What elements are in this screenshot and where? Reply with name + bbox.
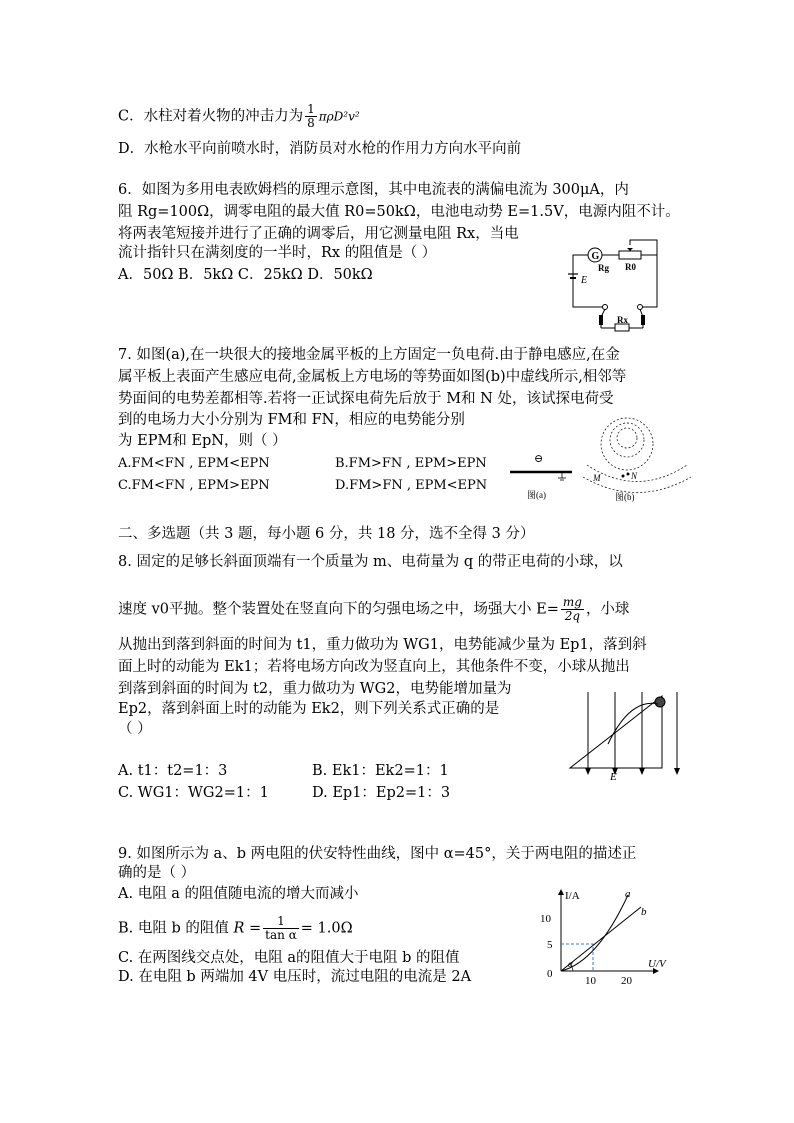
q8-line-1: 8. 固定的足够长斜面顶端有一个质量为 m、电荷量为 q 的带正电荷的小球，以 [118, 554, 623, 570]
q9-x-tick-20: 20 [621, 975, 632, 987]
q6-line-3: 将两表笔短接并进行了正确的调零后，用它测量电阻 Rx，当电 [118, 226, 519, 242]
q7-line-5: 为 EPM和 EpN，则（ ） [118, 433, 287, 449]
q8-field-fraction: $\frac{mg}{2q}$ [562, 595, 582, 623]
q7-line-2: 属平板上表面产生感应电荷,金属板上方电场的等势面如图(b)中虚线所示,相邻等 [118, 369, 627, 385]
q8-option-d: D. Ep1：Ep2=1：3 [312, 785, 451, 801]
q6-e-label: E [581, 275, 588, 286]
q9-line-1: 9. 如图所示为 a、b 两电阻的伏安特性曲线，图中 α=45°，关于两电阻的描述正 [118, 846, 637, 862]
q8-option-a: A. t1：t2=1：3 [118, 763, 228, 779]
q7-figure-b [585, 408, 695, 505]
q9-fraction: $\frac{1}{\text{tan α}}$ [265, 914, 297, 942]
q7-option-c: C.FM<FN , EPM>EPN [118, 478, 270, 493]
q6-line-1: 6．如图为多用电表欧姆档的原理示意图，其中电流表的满偏电流为 300μA，内 [118, 182, 629, 198]
q7-caption-a: 图(a) [527, 490, 546, 500]
q6-rx-label: Rx [617, 315, 628, 325]
q6-options: A．50Ω B．5kΩ C．25kΩ D．50kΩ [118, 267, 373, 283]
q7-point-m: M [593, 473, 601, 483]
q6-r0-label: R0 [625, 262, 636, 272]
q9-curve-a-label: a [625, 888, 631, 900]
q9-y-tick-5: 5 [547, 939, 553, 951]
q9-x-axis-label: U/V [648, 958, 666, 970]
q9-option-d: D. 在电阻 b 两端加 4V 电压时，流过电阻的电流是 2A [118, 969, 472, 985]
q7-caption-b: 图(b) [615, 492, 635, 502]
q9-curve-b-label: b [641, 906, 647, 918]
q9-y-axis-label: I/A [565, 890, 580, 902]
q6-rg-label: Rg [598, 263, 609, 273]
q9-line-2: 确的是（ ） [118, 865, 196, 881]
q8-field-label: E [610, 771, 617, 783]
q5-fraction: $\frac{1}{8}$ [307, 102, 315, 130]
q7-option-a: A.FM<FN , EPM<EPN [118, 456, 270, 471]
q9-alpha-label: α [568, 959, 573, 969]
q6-galvanometer-label: G [591, 251, 600, 262]
q7-option-b: B.FM>FN , EPM>EPN [335, 456, 487, 471]
q9-option-c: C. 在两图线交点处，电阻 a的阻值大于电阻 b 的阻值 [118, 950, 460, 966]
q7-point-n: N [631, 471, 638, 481]
q9-iv-graph [535, 887, 675, 987]
q7-line-4: 到的电场力大小分别为 FM和 FN，相应的电势能分别 [118, 412, 465, 428]
q9-y-tick-10: 10 [540, 913, 551, 925]
q7-line-1: 7. 如图(a),在一块很大的接地金属平板的上方固定一负电荷.由于静电感应,在金 [118, 347, 620, 363]
q9-curve-b [561, 907, 641, 971]
q8-incline-figure [560, 688, 685, 783]
q8-line-5: 到落到斜面的时间为 t2，重力做功为 WG2，电势能增加量为 [118, 681, 512, 697]
q8-line-6: Ep2，落到斜面上时的动能为 Ek2，则下列关系式正确的是 [118, 701, 500, 717]
q8-line-2: 速度 v0平抛。整个装置处在竖直向下的匀强电场之中，场强大小 E= $\frac{mg}{2q}$ ，小球 [118, 595, 630, 623]
q6-line-2: 阻 Rg=100Ω，调零电阻的最大值 R0=50kΩ，电池电动势 E=1.5V，电源内阻不计。 [118, 204, 680, 220]
q7-negative-charge: ⊖ [534, 453, 544, 465]
q8-line-7: （ ） [118, 721, 152, 737]
q6-line-4: 流计指针只在满刻度的一半时，Rx 的阻值是（ ） [118, 245, 437, 261]
q9-origin: 0 [547, 968, 553, 980]
q8-option-c: C. WG1：WG2=1：1 [118, 785, 269, 801]
q7-figure-a [505, 448, 575, 503]
q8-line-3: 从抛出到落到斜面的时间为 t1，重力做功为 WG1，电势能减少量为 Ep1，落到斜 [118, 637, 647, 653]
q7-line-3: 势面间的电势差都相等.若将一正试探电荷先后放于 M和 N 处，该试探电荷受 [118, 391, 614, 407]
q6-ohmmeter-circuit-diagram [565, 237, 665, 332]
q5-option-d: D．水枪水平向前喷水时，消防员对水枪的作用力方向水平向前 [118, 141, 522, 157]
q8-option-b: B. Ek1：Ek2=1：1 [312, 763, 449, 779]
section-2-heading: 二、多选题（共 3 题，每小题 6 分，共 18 分，选不全得 3 分） [118, 526, 535, 542]
q7-option-d: D.FM>FN , EPM<EPN [335, 478, 488, 493]
q9-option-b: B. 电阻 b 的阻值 R = $\frac{1}{\text{tan α}}$ = 1.0Ω [118, 914, 353, 942]
q8-line-4: 面上时的动能为 Ek1；若将电场方向改为竖直向上，其他条件不变，小球从抛出 [118, 659, 630, 675]
q9-x-tick-10: 10 [585, 975, 596, 987]
q9-option-a: A. 电阻 a 的阻值随电流的增大而减小 [118, 886, 359, 902]
q5-option-c: C．水柱对着火物的冲击力为 $\frac{1}{8}$ πρD²v² [118, 102, 360, 130]
